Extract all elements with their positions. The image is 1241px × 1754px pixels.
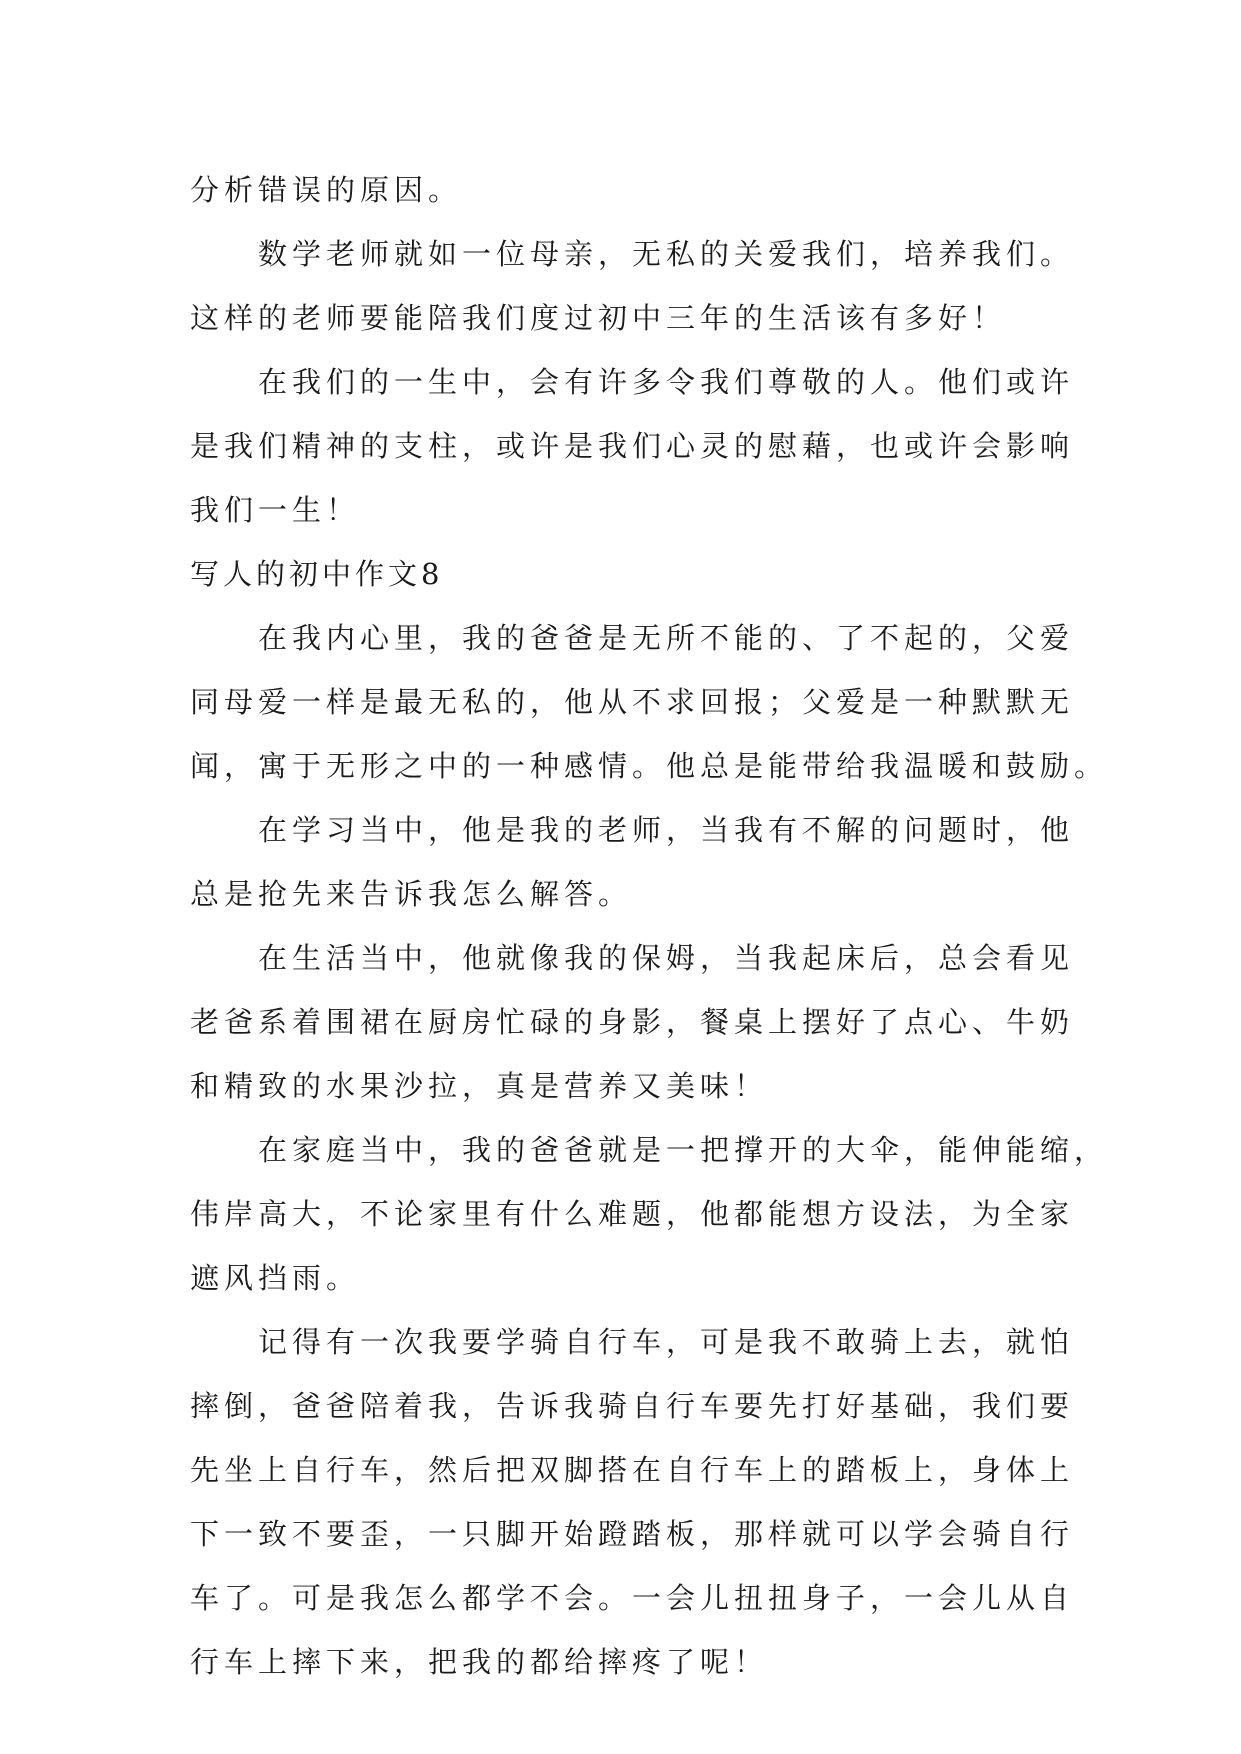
text-line: 是我们精神的支柱，或许是我们心灵的慰藉，也或许会影响: [190, 429, 1075, 463]
text-line: 这样的老师要能陪我们度过初中三年的生活该有多好！: [190, 301, 1007, 335]
text-line: 在我们的一生中，会有许多令我们尊敬的人。他们或许: [258, 365, 1075, 399]
text-line: 在学习当中，他是我的老师，当我有不解的问题时，他: [258, 813, 1075, 847]
text-line: 行车上摔下来，把我的都给摔疼了呢！: [190, 1645, 769, 1679]
text-line: 老爸系着围裙在厨房忙碌的身影，餐桌上摆好了点心、牛奶: [190, 1005, 1075, 1039]
text-line: 记得有一次我要学骑自行车，可是我不敢骑上去，就怕: [258, 1325, 1075, 1359]
text-line: 车了。可是我怎么都学不会。一会儿扭扭身子，一会儿从自: [190, 1581, 1075, 1615]
text-line: 遮风挡雨。: [190, 1261, 361, 1295]
section-heading: 写人的初中作文8: [190, 557, 444, 591]
text-line: 在我内心里，我的爸爸是无所不能的、了不起的，父爱: [258, 621, 1075, 655]
text-line: 闻，寓于无形之中的一种感情。他总是能带给我温暖和鼓励。: [190, 749, 1109, 783]
text-line: 分析错误的原因。: [190, 173, 463, 207]
essay-body: [190, 158, 1109, 1694]
text-line: 在生活当中，他就像我的保姆，当我起床后，总会看见: [258, 941, 1075, 975]
text-line: 和精致的水果沙拉，真是营养又美味！: [190, 1069, 769, 1103]
text-line: 数学老师就如一位母亲，无私的关爱我们，培养我们。: [258, 237, 1075, 271]
text-line: 伟岸高大，不论家里有什么难题，他都能想方设法，为全家: [190, 1197, 1075, 1231]
text-line: 下一致不要歪，一只脚开始蹬踏板，那样就可以学会骑自行: [190, 1517, 1075, 1551]
text-line: 我们一生！: [190, 493, 361, 527]
text-line: 总是抢先来告诉我怎么解答。: [190, 877, 633, 911]
text-line: 先坐上自行车，然后把双脚搭在自行车上的踏板上，身体上: [190, 1453, 1075, 1487]
text-line: 在家庭当中，我的爸爸就是一把撑开的大伞，能伸能缩，: [258, 1133, 1109, 1167]
text-line: 同母爱一样是最无私的，他从不求回报；父爱是一种默默无: [190, 685, 1075, 719]
text-line: 摔倒，爸爸陪着我，告诉我骑自行车要先打好基础，我们要: [190, 1389, 1075, 1423]
